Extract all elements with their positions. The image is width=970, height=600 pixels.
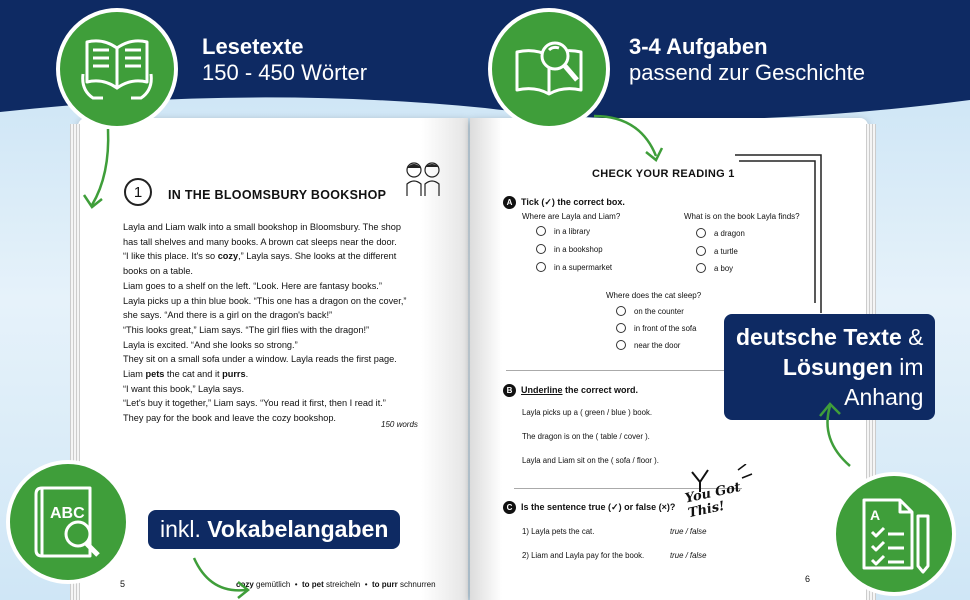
kids-illustration-icon: [400, 158, 446, 196]
reading-callout: Lesetexte 150 - 450 Wörter: [202, 34, 368, 85]
word-count: 150 words: [381, 420, 418, 429]
option-checkbox[interactable]: in a bookshop: [536, 244, 603, 254]
section-a-heading: Tick (✓) the correct box.: [521, 197, 625, 207]
arrow-icon: [80, 125, 120, 215]
svg-text:ABC: ABC: [50, 505, 85, 522]
story-line: Liam goes to a shelf on the left. “Look. Here are fantasy books.”: [123, 280, 382, 291]
story-line: books on a table.: [123, 266, 193, 277]
option-checkbox[interactable]: a boy: [696, 263, 733, 273]
story-line: Liam pets the cat and it purrs.: [123, 369, 249, 380]
section-b-letter: B: [503, 384, 516, 397]
tasks-callout: 3-4 Aufgaben passend zur Geschichte: [629, 34, 866, 85]
story-line: has tall shelves and many books. A brown cat sleeps near the door.: [123, 236, 397, 247]
german-solutions-pill: deutsche Texte & Lösungen im Anhang: [724, 314, 935, 420]
fill-line: Layla and Liam sit on the ( sofa / floor ).: [522, 456, 659, 465]
story-number: 1: [124, 178, 152, 206]
true-false-choice[interactable]: true / false: [670, 527, 707, 536]
reading-circle: [56, 8, 178, 130]
question-3: Where does the cat sleep?: [606, 291, 702, 300]
story-line: Layla picks up a thin blue book. “This one has a dragon on the cover,”: [123, 295, 407, 306]
option-checkbox[interactable]: in front of the sofa: [616, 323, 696, 333]
page-number-left: 5: [120, 579, 126, 589]
story-line: They pay for the book and leave the cozy bookshop.: [123, 413, 336, 424]
section-c-letter: C: [503, 501, 516, 514]
story-line: “This looks great,” Liam says. “The girl flies with the dragon!”: [123, 324, 370, 335]
story-text: [123, 220, 443, 426]
section-b-heading: Underline the correct word.: [521, 385, 639, 395]
fill-line: Layla picks up a ( green / blue ) book.: [522, 408, 653, 417]
story-title: IN THE BLOOMSBURY BOOKSHOP: [168, 188, 387, 202]
fill-line: The dragon is on the ( table / cover ).: [522, 432, 650, 441]
option-checkbox[interactable]: on the counter: [616, 306, 684, 316]
tf-statement: 1) Layla pets the cat.: [522, 527, 595, 536]
option-checkbox[interactable]: in a library: [536, 226, 590, 236]
option-checkbox[interactable]: in a supermarket: [536, 262, 612, 272]
arrow-icon: [800, 400, 860, 470]
vocab-circle: [6, 460, 130, 584]
divider: [506, 370, 734, 371]
true-false-choice[interactable]: true / false: [670, 551, 707, 560]
story-line: Layla and Liam walk into a small bookshop in Bloomsbury. The shop: [123, 222, 401, 232]
book-magnifier-icon: [509, 34, 589, 104]
arrow-icon: [590, 112, 670, 172]
story-line: “I want this book,” Layla says.: [123, 383, 245, 394]
vocab-pill: inkl. Vokabelangaben: [148, 510, 400, 549]
open-book-icon: [79, 34, 155, 104]
abc-book-icon: [28, 482, 108, 562]
question-2: What is on the book Layla finds?: [684, 212, 800, 221]
story-line: Layla is excited. “And she looks so strong.”: [123, 339, 298, 350]
page-number-right: 6: [805, 574, 811, 584]
tf-statement: 2) Liam and Layla pay for the book.: [522, 551, 645, 560]
option-checkbox[interactable]: a dragon: [696, 228, 745, 238]
option-checkbox[interactable]: a turtle: [696, 246, 738, 256]
section-c-heading: Is the sentence true (✓) or false (×)?: [521, 502, 676, 512]
story-line: “Let's buy it together,” Liam says. “You read it first, then I read it.”: [123, 398, 386, 409]
you-got-this-badge: You Got This!: [686, 464, 758, 534]
option-checkbox[interactable]: near the door: [616, 340, 680, 350]
story-line: They sit on a small sofa under a window. Layla reads the first page.: [123, 354, 397, 365]
story-line: she says. “And there is a girl on the dragon's back!”: [123, 310, 333, 321]
arrow-icon: [190, 554, 260, 600]
question-1: Where are Layla and Liam?: [522, 212, 621, 221]
checklist-icon: [856, 494, 932, 574]
vocab-footer: cozy gemütlich • to pet streicheln • to purr schnurren: [236, 580, 436, 589]
checklist-circle: [832, 472, 956, 596]
svg-text:A: A: [870, 507, 881, 523]
exercise-title: CHECK YOUR READING 1: [592, 168, 735, 180]
section-a-letter: A: [503, 196, 516, 209]
corner-lines: [735, 153, 823, 313]
story-line: “I like this place. It's so cozy,” Layla says. She looks at the different: [123, 251, 397, 262]
